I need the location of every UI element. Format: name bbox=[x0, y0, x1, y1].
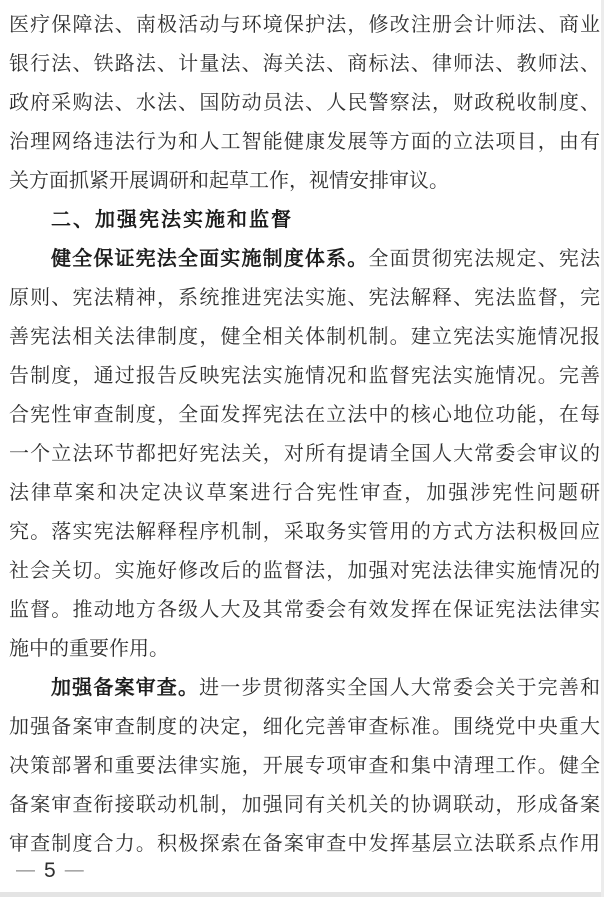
text-segment: 全面贯彻宪法规定、宪法 bbox=[368, 248, 600, 270]
paragraph-lead: 健全保证宪法全面实施制度体系。 bbox=[51, 248, 369, 270]
text-line: 银行法、铁路法、计量法、海关法、商标法、律师法、教师法、 bbox=[9, 53, 600, 75]
text-line: 加强备案审查制度的决定，细化完善审查标准。围绕党中央重大 bbox=[9, 716, 600, 738]
text-line: 一个立法环节都把好宪法关，对所有提请全国人大常委会审议的 bbox=[9, 443, 600, 465]
text-line: 究。落实宪法解释程序机制，采取务实管用的方式方法积极回应 bbox=[9, 521, 600, 543]
section-heading: 二、加强宪法实施和监督 bbox=[51, 209, 293, 231]
page-number-dash-right: — bbox=[64, 860, 84, 881]
text-line: 施中的重要作用。 bbox=[9, 638, 169, 660]
text-segment: 进一步贯彻落实全国人大常委会关于完善和 bbox=[199, 677, 600, 699]
scan-edge-bottom bbox=[0, 892, 604, 897]
text-line: 社会关切。实施好修改后的监督法，加强对宪法法律实施情况的 bbox=[9, 560, 600, 582]
text-line bbox=[9, 240, 600, 279]
text-line: 医疗保障法、南极活动与环境保护法，修改注册会计师法、商业 bbox=[9, 14, 600, 36]
page-number bbox=[16, 856, 84, 886]
text-line: 合宪性审查制度，全面发挥宪法在立法中的核心地位功能，在每 bbox=[9, 404, 600, 426]
text-line: 善宪法相关法律制度，健全相关体制机制。建立宪法实施情况报 bbox=[9, 326, 600, 348]
paragraph-lead: 加强备案审查。 bbox=[51, 677, 200, 699]
text-line: 决策部署和重要法律实施，开展专项审查和集中清理工作。健全 bbox=[9, 755, 600, 777]
page-number-dash-left: — bbox=[16, 860, 35, 881]
text-line: 治理网络违法行为和人工智能健康发展等方面的立法项目，由有 bbox=[9, 131, 600, 153]
text-line: 关方面抓紧开展调研和起草工作，视情安排审议。 bbox=[9, 170, 449, 192]
text-line: 原则、宪法精神，系统推进宪法实施、宪法解释、宪法监督，完 bbox=[9, 287, 600, 309]
text-line: 监督。推动地方各级人大及其常委会有效发挥在保证宪法法律实 bbox=[9, 599, 600, 621]
text-line bbox=[9, 669, 600, 708]
text-line: 法律草案和决定决议草案进行合宪性审查，加强涉宪性问题研 bbox=[9, 482, 600, 504]
text-line: 告制度，通过报告反映宪法实施情况和监督宪法实施情况。完善 bbox=[9, 365, 600, 387]
page-number-value: 5 bbox=[44, 859, 56, 882]
text-line: 政府采购法、水法、国防动员法、人民警察法，财政税收制度、 bbox=[9, 92, 600, 114]
text-block bbox=[9, 6, 600, 864]
text-line: 审查制度合力。积极探索在备案审查中发挥基层立法联系点作用 bbox=[9, 833, 600, 855]
text-line: 备案审查衔接联动机制，加强同有关机关的协调联动，形成备案 bbox=[9, 794, 600, 816]
